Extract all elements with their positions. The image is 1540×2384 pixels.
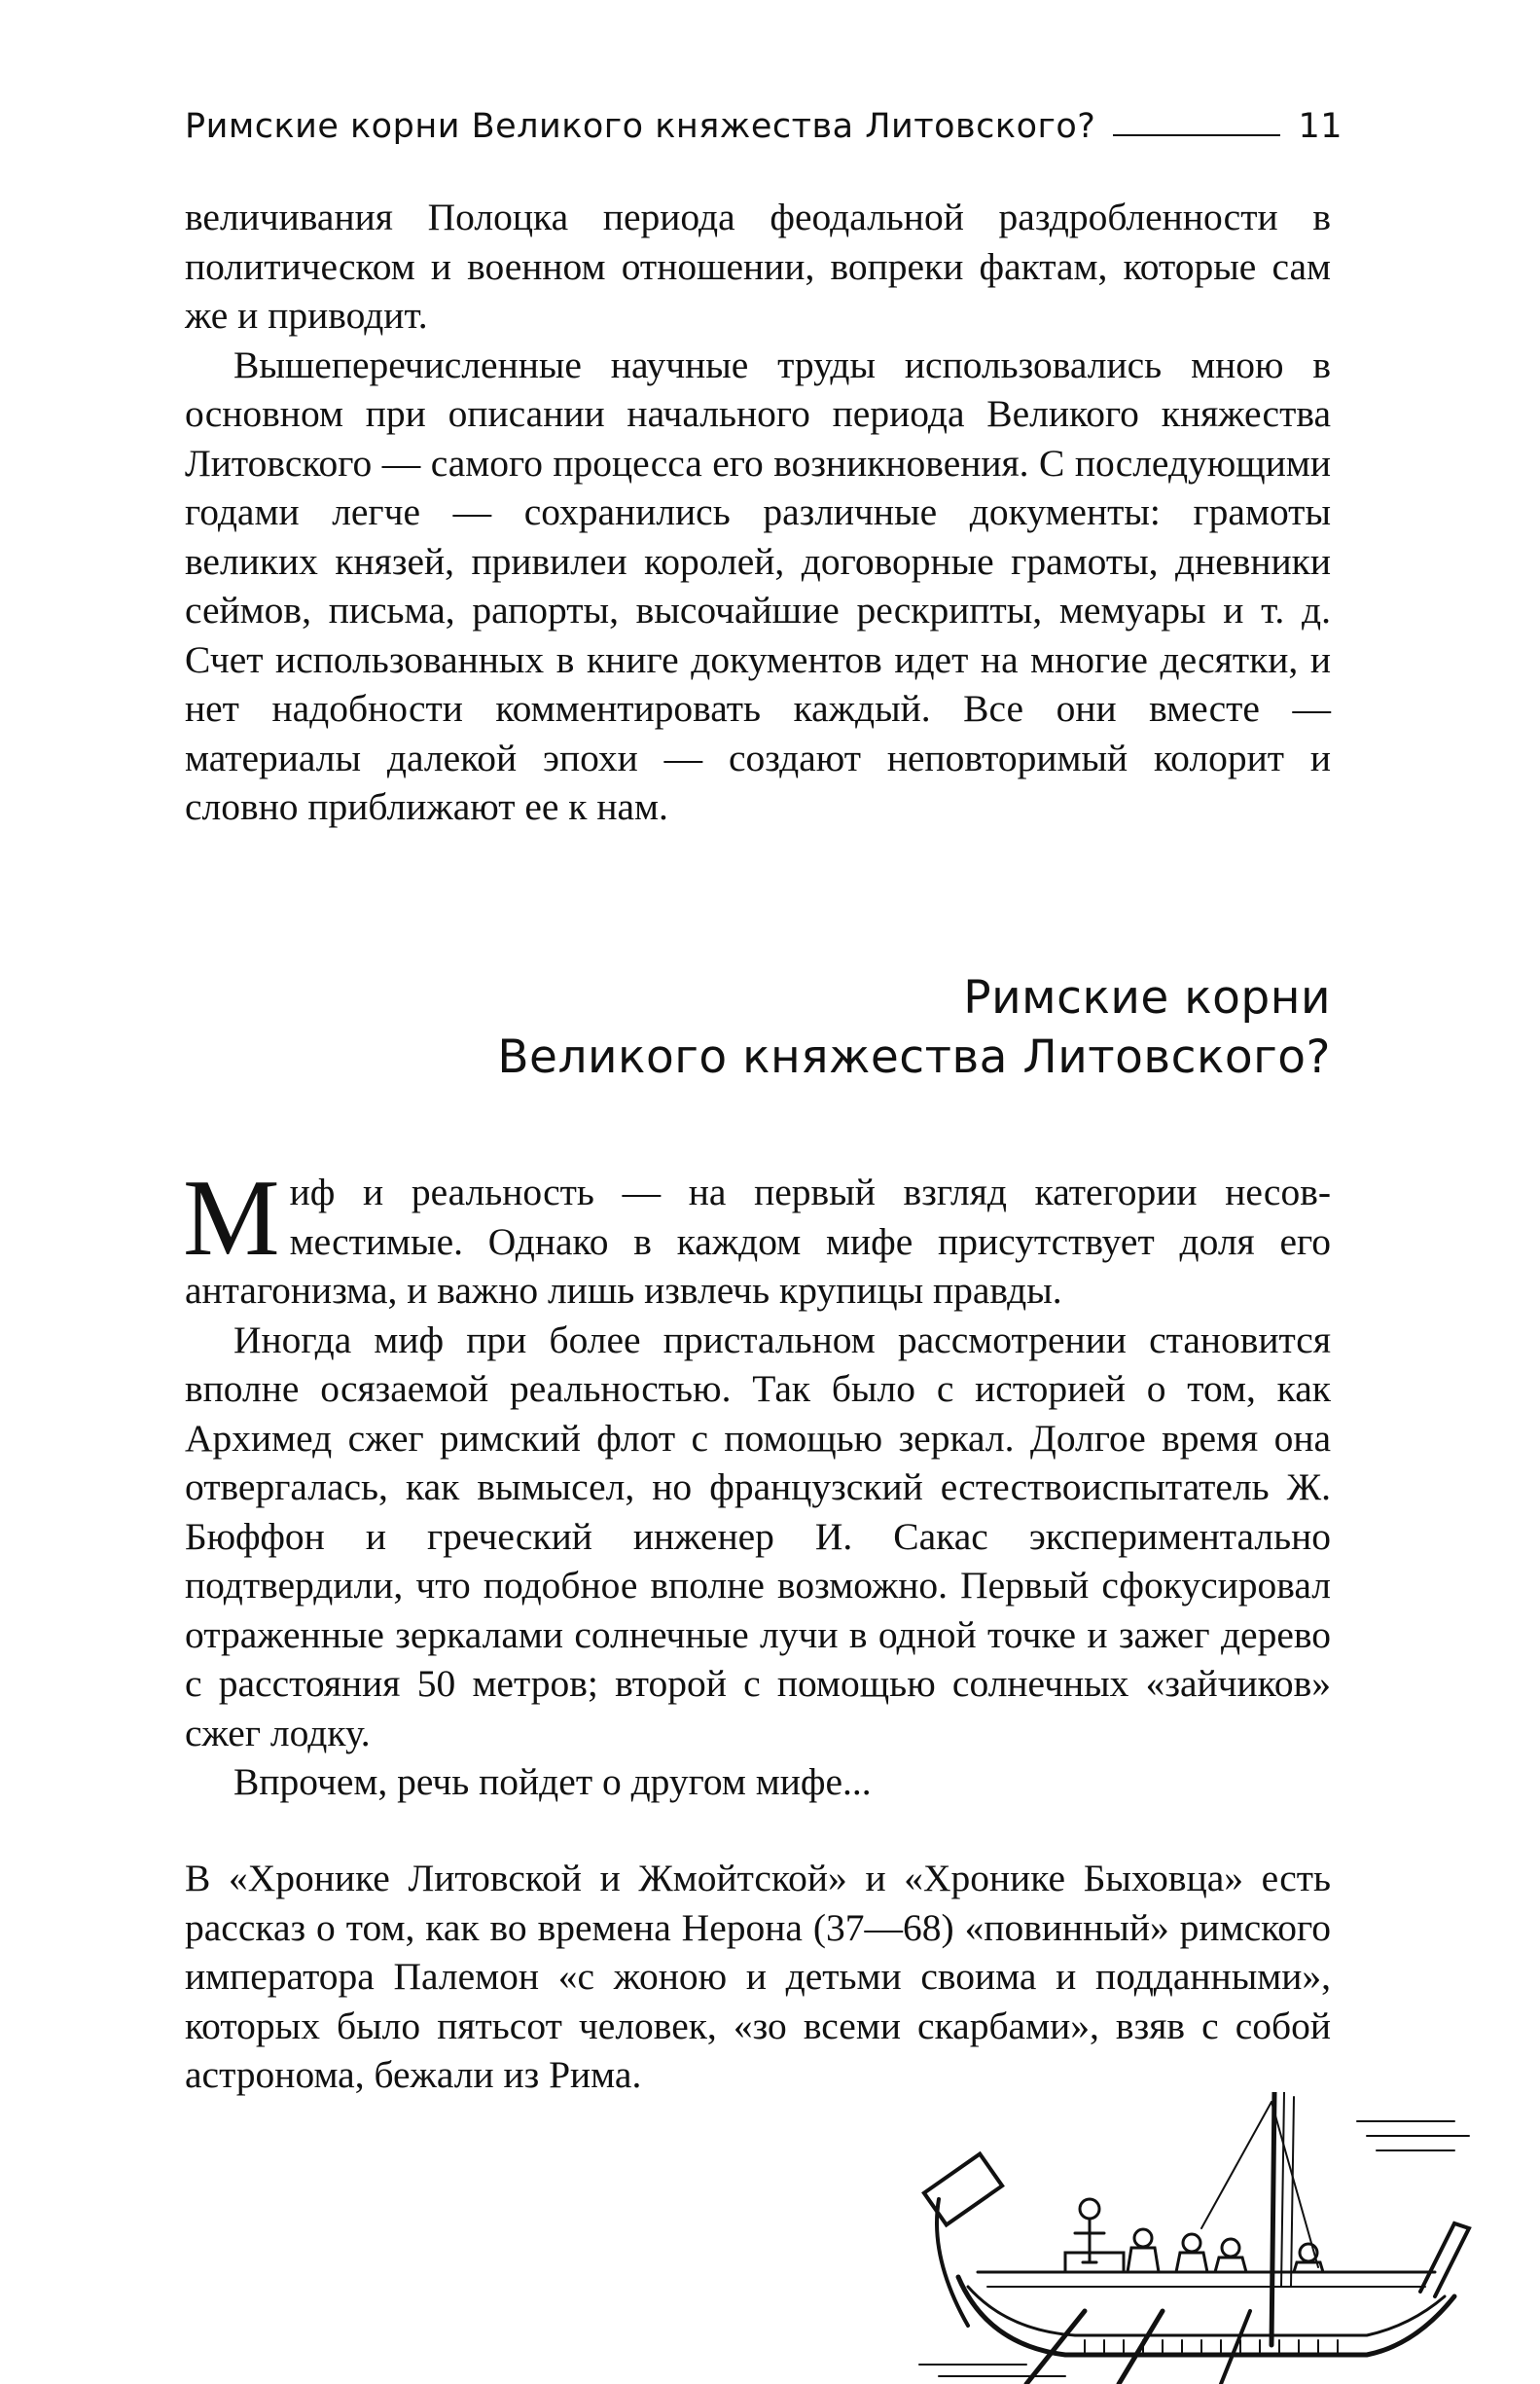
running-head-rule	[1113, 134, 1280, 136]
text-block-intro	[185, 193, 1331, 832]
running-head	[185, 97, 1343, 156]
chapter-title-line-2: Великого княжества Литовского?	[497, 1030, 1331, 1084]
chapter-title-line-1: Римские корни	[963, 971, 1331, 1025]
paragraph: Вышеперечисленные научные труды использовались мною в основном при описании начального периода Великого княжества Литовского — самого процесса его возникновения. С последующими годами легче — сохранились различные документы: грамоты великих князей, привилеи королей, договорные грамоты, дневники сеймов, письма, рапорты, высочайшие рескрипты, мемуары и т. д. Счет использованных в книге документов идет на многие десятки, и нет надобности комментировать каждый. Все они вместе — материалы далекой эпохи — создают неповторимый колорит и словно приближают ее к нам.	[185, 343, 1331, 828]
text-block-chronicle	[185, 1854, 1331, 2100]
paragraph: Иногда миф при более пристальном рассмотрении становится вполне осязаемой реальностью. Так было с историей о том, как Архимед сжег римский флот с помощью зеркал. Долгое время она отвергалась, как вымысел, но французский естествоиспытатель Ж. Бюффон и греческий инженер И. Сакас экспериментально подтвердили, что подобное вполне возможно. Первый сфокусировал отраженные зеркалами солнечные лучи в одной точке и зажег дерево с расстояния 50 метров; второй с помощью солнечных «зайчиков» сжег лодку.	[185, 1318, 1331, 1754]
paragraph: величивания Полоцка периода феодальной раздробленности в политическом и военном отношении, вопреки фактам, которые сам же и приводит.	[185, 196, 1331, 337]
paragraph: В «Хронике Литовской и Жмойтской» и «Хронике Быховца» есть рассказ о том, как во времена Нерона (37—68) «повинный» римского императора Палемон «с жоною и детьми своима и подданными», которых было пятьсот человек, «зо всеми скарбами», взяв с собой астронома, бежали из Рима.	[185, 1857, 1331, 2096]
ship-engraving-illustration	[910, 2092, 1474, 2384]
running-head-title: Римские корни Великого княжества Литовского?	[185, 107, 1096, 146]
paragraph-text: иф и реальность — на первый взгляд категории несовместимые. Однако в каждом мифе присутствует доля его антагонизма, и важно лишь извлечь крупицы правды.	[185, 1171, 1331, 1312]
chapter-title	[185, 968, 1331, 1087]
drop-cap: М	[183, 1158, 280, 1279]
paragraph: Впрочем, речь пойдет о другом мифе...	[233, 1760, 872, 1803]
paragraph-with-dropcap	[183, 1158, 1331, 1316]
text-block-chapter	[183, 1158, 1331, 1807]
page-number: 11	[1298, 107, 1343, 146]
